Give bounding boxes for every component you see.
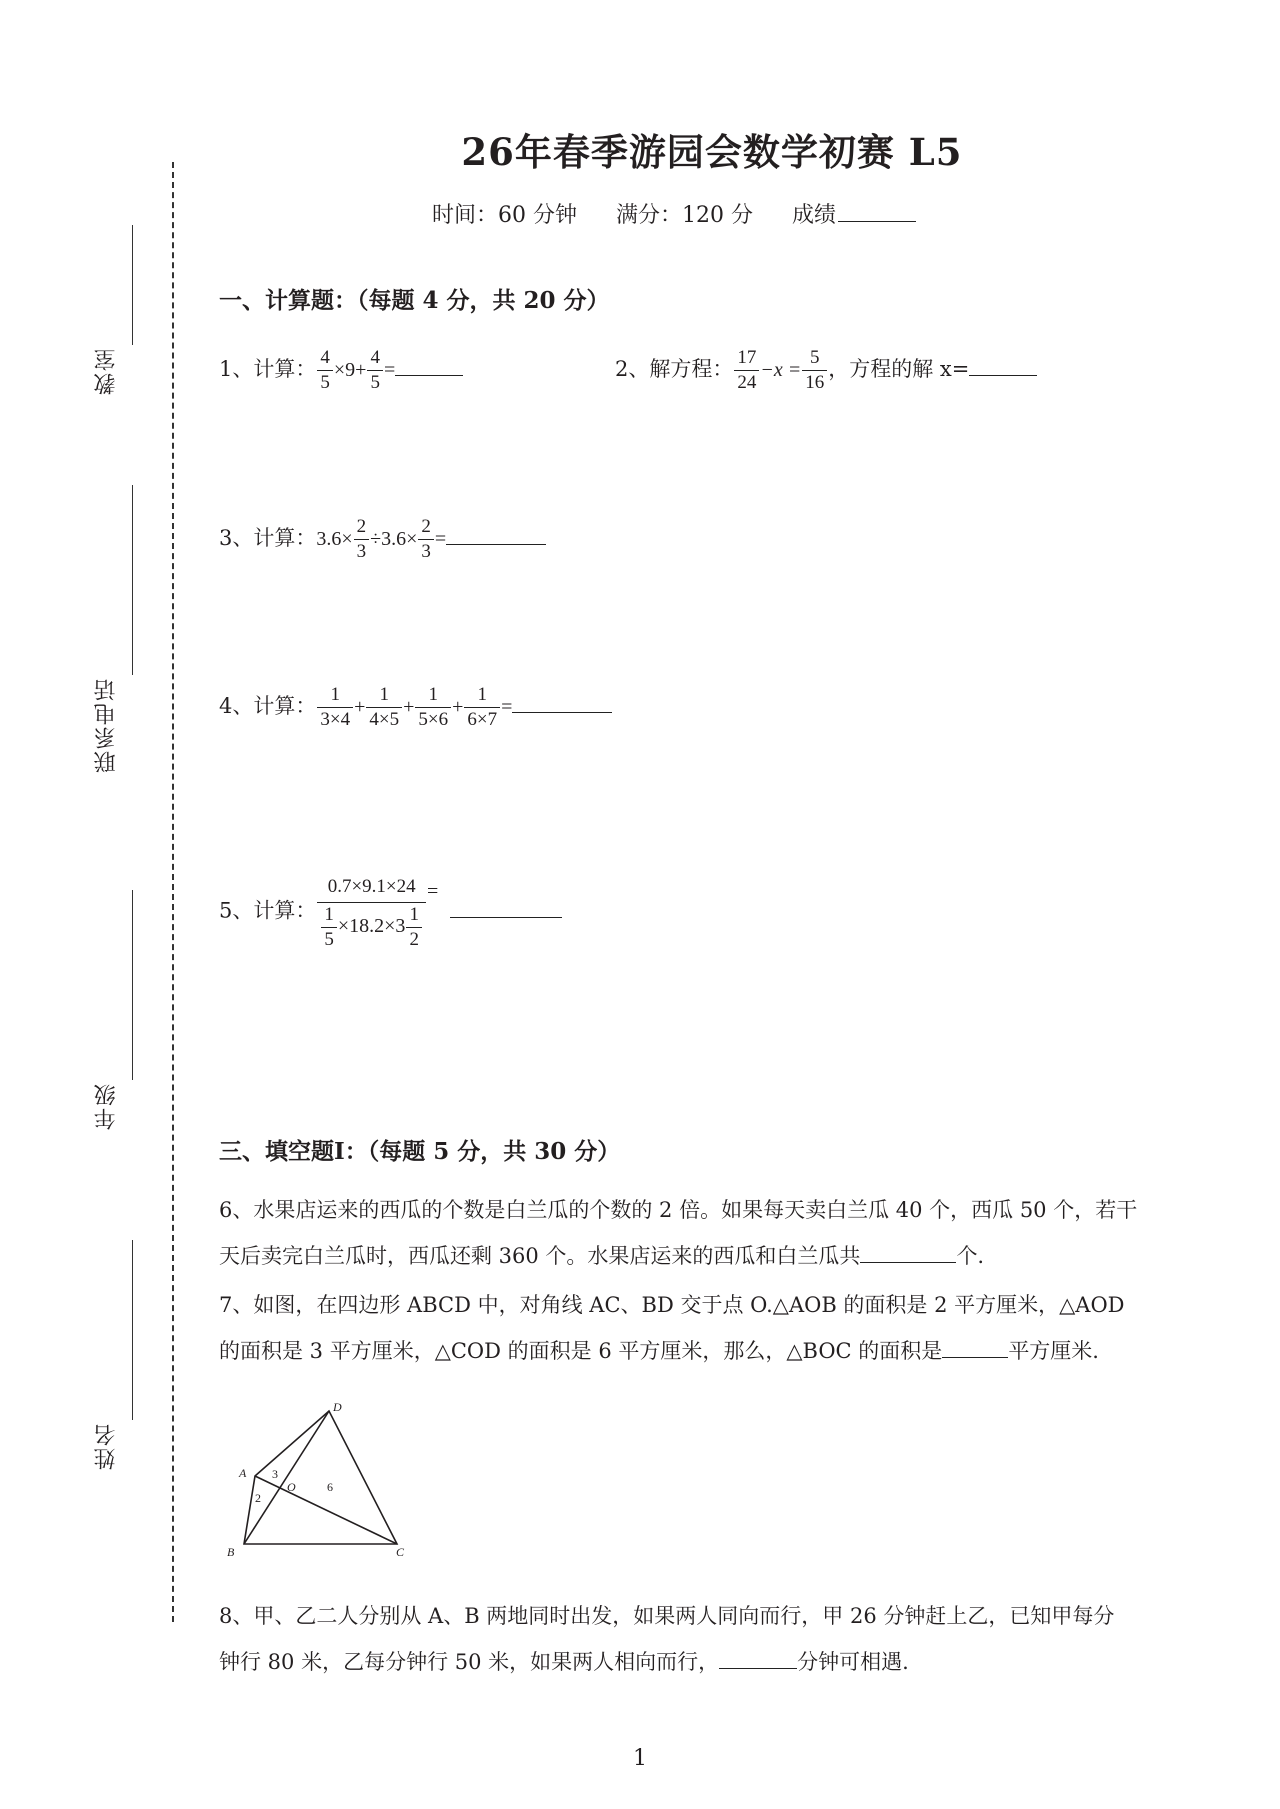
fraction: $\frac{4}{5}$ (367, 346, 383, 395)
section-heading-calculation: 一、计算题：（每题 4 分，共 20 分） (219, 287, 610, 314)
side-field-label: 年级 (94, 1082, 119, 1130)
answer-blank[interactable] (942, 1335, 1008, 1358)
vertex-label-b: B (227, 1545, 235, 1559)
answer-blank[interactable] (446, 522, 546, 545)
side-field-underline (132, 890, 133, 1080)
side-field-underline (132, 485, 133, 675)
score-blank[interactable] (838, 199, 916, 222)
question-label: 3、计算： (219, 526, 317, 550)
quadrilateral-figure (220, 1398, 420, 1570)
answer-blank[interactable] (450, 895, 562, 918)
question-4: 4、计算： $\frac{1}{3\times 4}$ + $\frac{1}{4\times 5}$ + $\frac{1}{5\times 6}$ + $\frac{1}{6\times 7}$ = (219, 683, 612, 732)
fraction: $\frac{1}{3\times 4}$ (317, 683, 353, 732)
side-field-phone (92, 485, 142, 775)
answer-blank[interactable] (719, 1646, 797, 1669)
fraction: $\frac{1}{4\times 5}$ (366, 683, 402, 732)
page-number: 1 (633, 1746, 647, 1771)
answer-blank[interactable] (395, 353, 463, 376)
question-label: 1、计算： (219, 357, 317, 381)
fraction: $\frac{17}{24}$ (734, 346, 759, 395)
question-5: 5、计算： 0.7×9.1×24 $\frac{1}{5}$ ×18.2×3 $\frac{1}{2}$ = (219, 872, 562, 952)
side-field-label: 姓名 (94, 1422, 119, 1470)
full-score: 满分：120 分 (616, 203, 753, 228)
fraction: $\frac{1}{5\times 6}$ (415, 683, 451, 732)
fraction: $\frac{2}{3}$ (418, 515, 434, 564)
question-7: 7、如图，在四边形 ABCD 中，对角线 AC、BD 交于点 O.△AOB 的面积是 2 平方厘米，△AOD 的面积是 3 平方厘米，△COD 的面积是 6 平方厘米，那么，△BOC 的面积是 平方厘米. (219, 1293, 1125, 1363)
answer-blank[interactable] (512, 690, 612, 713)
question-label: 4、计算： (219, 694, 317, 718)
area-label-aob: 2 (255, 1491, 261, 1505)
exam-info (432, 198, 948, 229)
side-field-underline (132, 225, 133, 345)
question-1: 1、计算： $\frac{4}{5}$ ×9+ $\frac{4}{5}$ = (219, 346, 463, 395)
fraction: $\frac{1}{5}$ (321, 903, 337, 952)
cut-line (172, 162, 174, 1622)
side-field-grade (92, 890, 142, 1130)
question-label: 5、计算： (219, 898, 317, 923)
fraction: $\frac{2}{3}$ (354, 515, 370, 564)
vertex-label-d: D (333, 1400, 342, 1414)
fraction: $\frac{1}{2}$ (406, 903, 422, 952)
quadrilateral-outline (244, 1411, 397, 1544)
page-title: 26年春季游园会数学初赛 L5 (461, 130, 963, 174)
vertex-label-c: C (396, 1545, 405, 1559)
fraction: $\frac{1}{6\times 7}$ (464, 683, 500, 732)
side-field-classroom (92, 225, 142, 405)
area-label-aod: 3 (272, 1467, 278, 1481)
fraction: $\frac{4}{5}$ (317, 346, 333, 395)
question-label: 2、解方程： (615, 357, 734, 381)
question-8: 8、甲、乙二人分别从 A、B 两地同时出发，如果两人同向而行，甲 26 分钟赶上乙，已知甲每分 钟行 80 米，乙每分钟行 50 米，如果两人相向而行， 分钟可相遇. (219, 1604, 1115, 1674)
score-label: 成绩 (792, 203, 837, 228)
question-6: 6、水果店运来的西瓜的个数是白兰瓜的个数的 2 倍。如果每天卖白兰瓜 40 个，西瓜 50 个，若干 天后卖完白兰瓜时，西瓜还剩 360 个。水果店运来的西瓜和白兰瓜共 个. (219, 1198, 1138, 1268)
point-label-o: O (287, 1480, 296, 1494)
diagonal-ac (255, 1476, 397, 1544)
answer-blank[interactable] (860, 1240, 956, 1263)
side-field-label: 联系电话 (94, 677, 119, 773)
side-field-name (92, 1240, 142, 1480)
vertex-label-a: A (239, 1466, 247, 1480)
section-heading-fill-in: 三、填空题Ⅰ：（每题 5 分，共 30 分） (219, 1138, 621, 1165)
time-limit: 时间：60 分钟 (432, 203, 577, 228)
complex-fraction: 0.7×9.1×24 $\frac{1}{5}$ ×18.2×3 $\frac{1}{2}$ (317, 872, 426, 952)
side-field-label: 教室 (94, 347, 119, 395)
question-3: 3、计算：3.6× $\frac{2}{3}$ ÷3.6× $\frac{2}{3}$ = (219, 515, 546, 564)
area-label-cod: 6 (327, 1480, 333, 1494)
fraction: $\frac{5}{16}$ (802, 346, 827, 395)
side-field-underline (132, 1240, 133, 1420)
answer-blank[interactable] (969, 353, 1037, 376)
question-2: 2、解方程： $\frac{17}{24}$ −x = $\frac{5}{16}$ ，方程的解 x= (615, 346, 1037, 395)
